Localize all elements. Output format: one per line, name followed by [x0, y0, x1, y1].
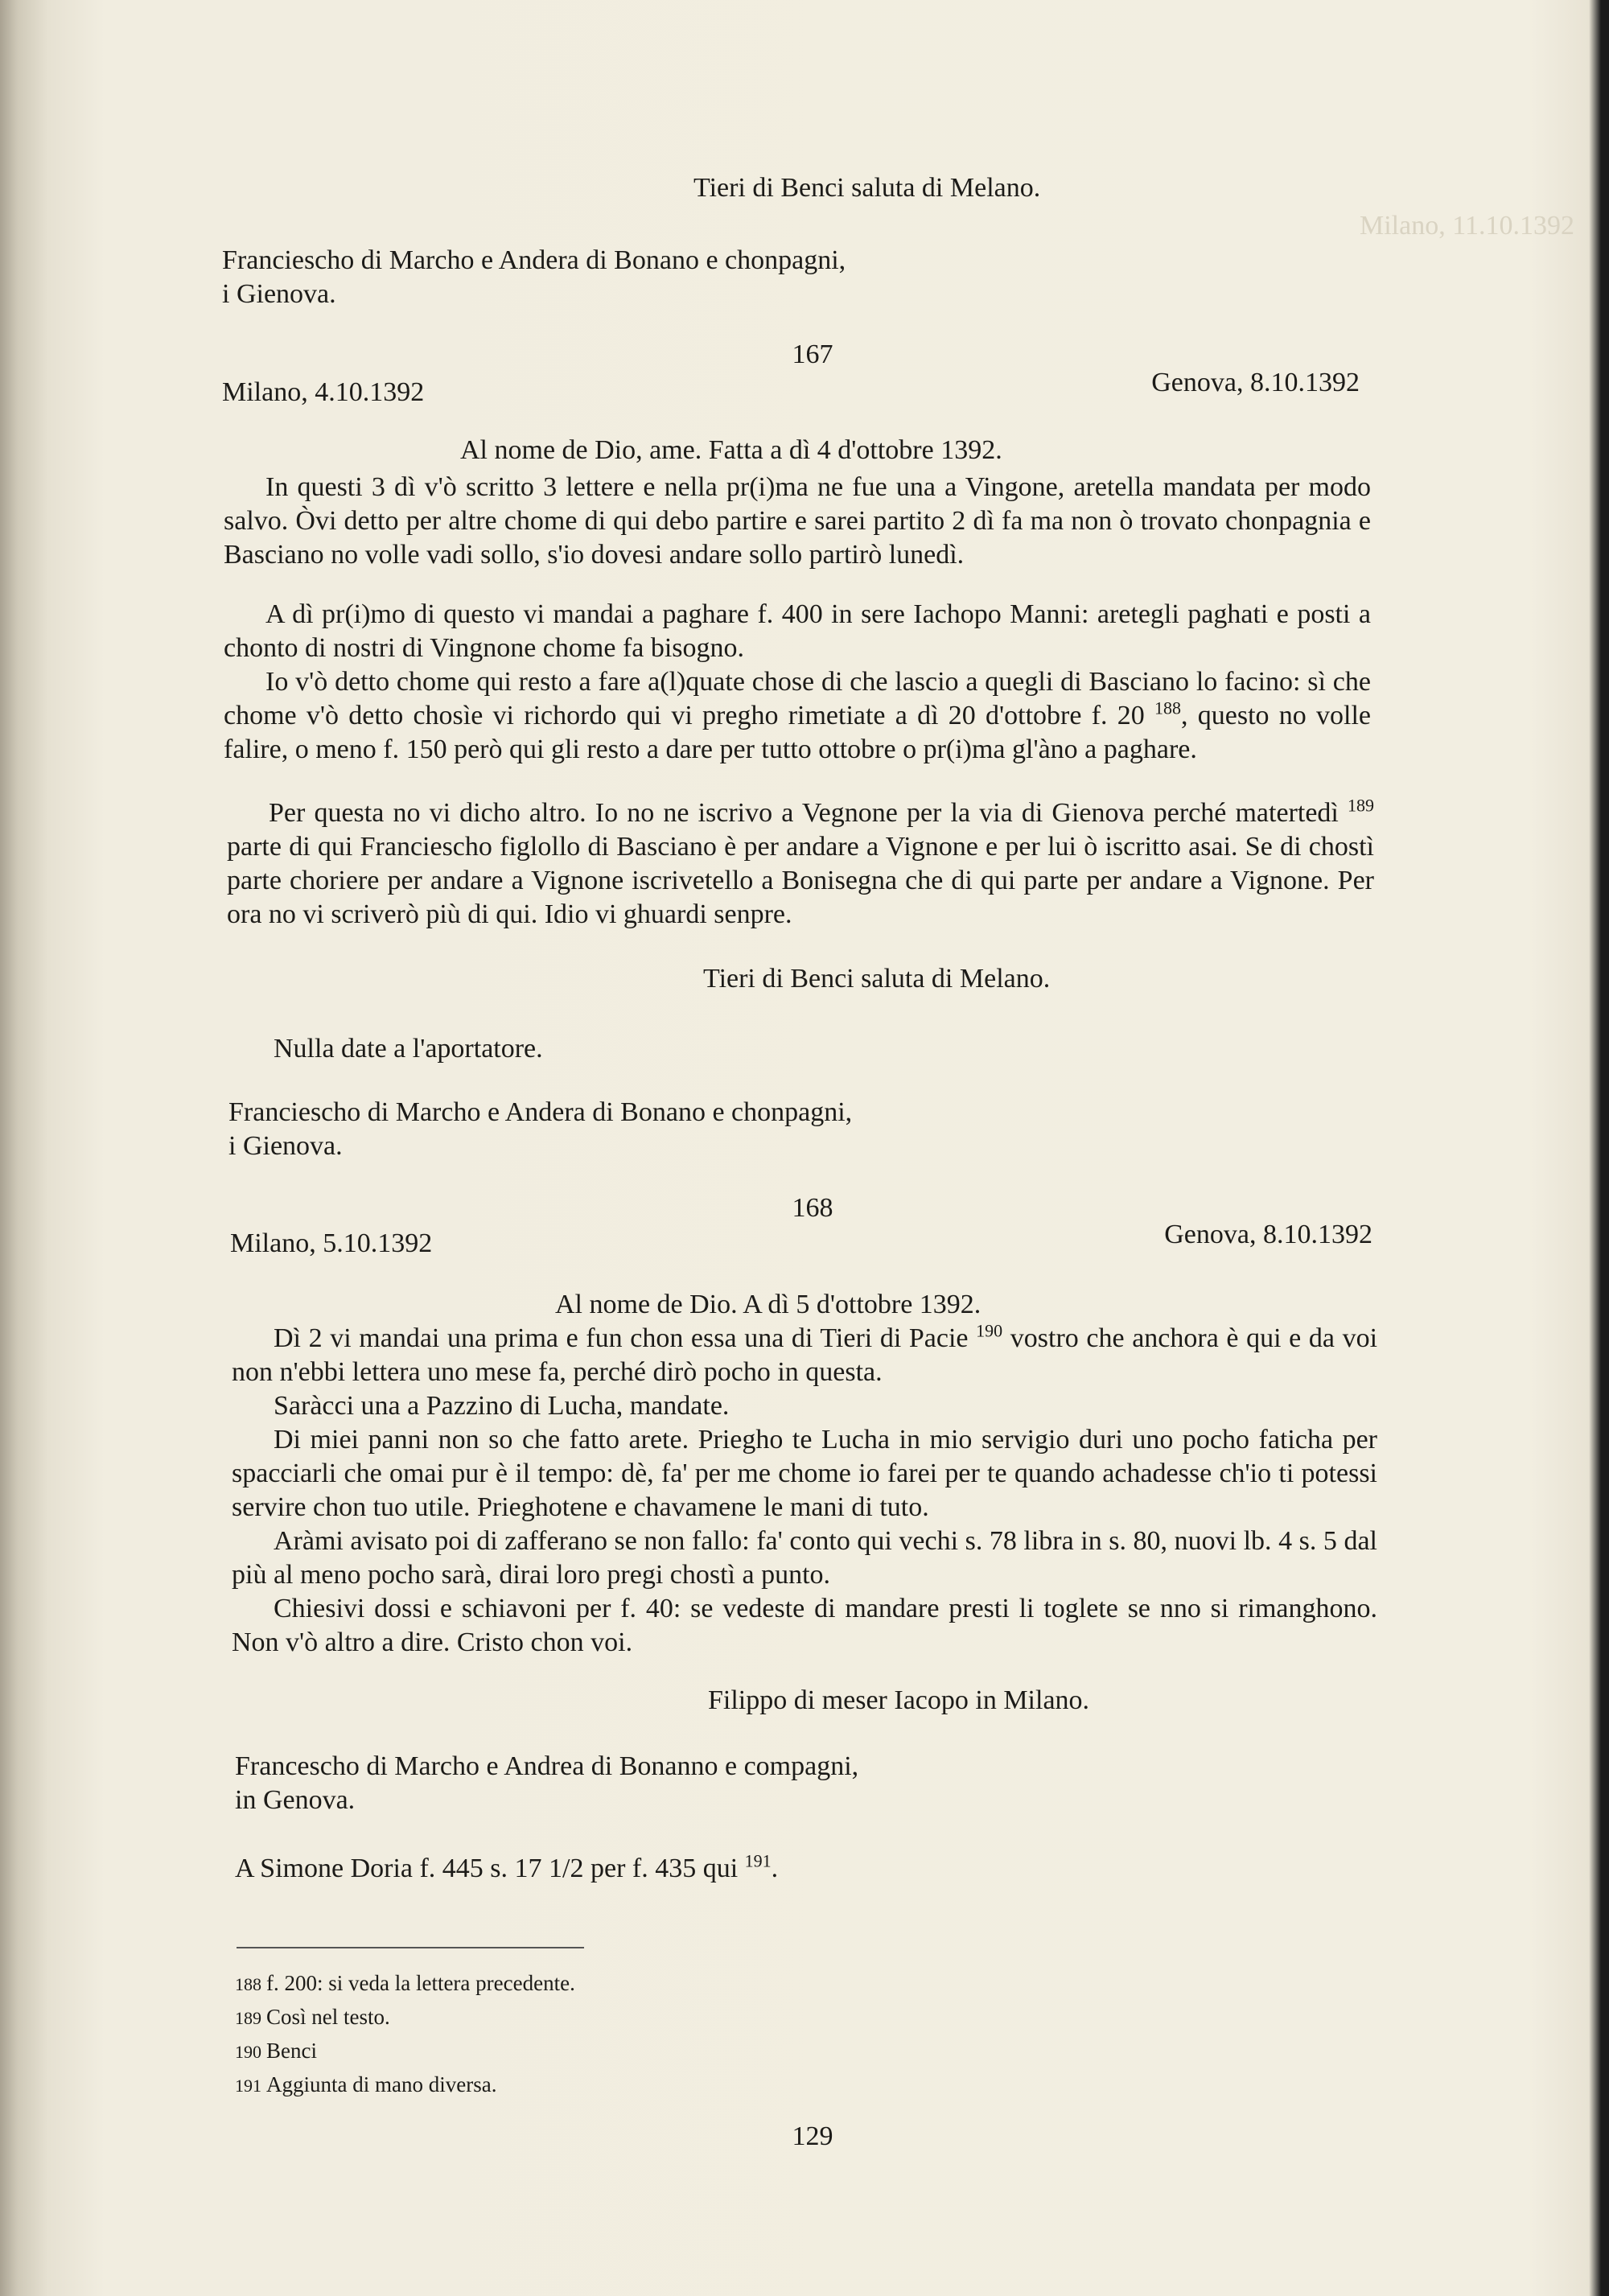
letter-number-168: 168	[792, 1193, 833, 1223]
letter-168-paragraph-5: Chiesivi dossi e schiavoni per f. 40: se vedeste di mandare presti li toglete se nno si rimanghono. Non v'ò altro a dire. Cristo chon voi.	[232, 1594, 1377, 1657]
letter-168-from-date: Milano, 5.10.1392	[230, 1228, 433, 1258]
letter-168-address-line-2: in Genova.	[235, 1785, 356, 1815]
letter-167-paragraph-1: In questi 3 dì v'ò scritto 3 lettere e nella pr(i)ma ne fue una a Vingone, aretella mandata per modo salvo. Òvi detto per altre chome di qui debo partire e sarei partito 2 dì fa ma non ò trovato chonpagnia e Basciano no volle vadi sollo, s'io dovesi andare sollo partirò lunedì.	[224, 472, 1371, 570]
letter-167-paragraph-4-text-b: parte di qui Franciescho figlollo di Basciano è per andare a Vignone e per lui ò iscritto asai. Se di chostì parte choriere per andare a Vignone iscrivetello a Bonisegna che di qui parte per andare a Vignone. Per ora no vi scriverò più di qui. Idio vi ghuardi senpre.	[227, 832, 1374, 929]
footnote-text: Così nel testo.	[266, 2005, 390, 2029]
footnote-number: 191	[235, 2076, 261, 2096]
letter-167-paragraph-4-text-a: Per questa no vi dicho altro. Io no ne iscrivo a Vegnone per la via di Gienova perché matertedì	[269, 798, 1339, 828]
letter-167-paragraph-3-text-a: Io v'ò detto chome qui resto a fare a(l)quate chose di che lascio a quegli di Basciano lo facino: sì che chome v'ò detto chosìe vi richordo qui vi pregho rimetiate a dì 20 d'ottobre f. 20	[224, 667, 1371, 730]
letter-167-to-date: Genova, 8.10.1392	[1151, 368, 1360, 397]
opening-address-line-2: i Gienova.	[222, 279, 336, 309]
footnote-number: 188	[235, 1974, 261, 1994]
letter-167-paragraph-3	[224, 665, 1371, 767]
page-number: 129	[792, 2121, 833, 2151]
letter-167-signature: Tieri di Benci saluta di Melano.	[703, 964, 1051, 994]
letter-168-paragraph-4: Aràmi avisato poi di zafferano se non fallo: fa' conto qui vechi s. 78 libra in s. 80, nuovi lb. 4 s. 5 dal più al meno pocho sarà, dirai loro pregi chostì a punto.	[232, 1526, 1377, 1590]
letter-168-paragraph-1-text-b: vostro che anchora è qui e da voi non n'ebbi lettera uno mese fa, perché dirò pocho in questa.	[232, 1323, 1378, 1387]
footnote-ref-190: 190	[976, 1320, 1003, 1341]
footnote-text: Aggiunta di mano diversa.	[266, 2072, 497, 2096]
letter-167-paragraph-4	[227, 796, 1374, 932]
footnote-number: 190	[235, 2042, 261, 2062]
letter-168-paragraph-1-text-a: Dì 2 vi mandai una prima e fun chon essa una di Tieri di Pacie	[274, 1323, 969, 1353]
footnote-188	[235, 1969, 575, 1997]
opening-address-line-1: Franciescho di Marcho e Andera di Bonano e chonpagni,	[222, 245, 846, 275]
letter-168-postscript	[235, 1852, 778, 1886]
letter-167-note: Nulla date a l'aportatore.	[274, 1034, 543, 1064]
footnote-ref-188: 188	[1154, 697, 1182, 718]
letter-168-address-line-1: Francescho di Marcho e Andrea di Bonanno e compagni,	[235, 1751, 859, 1781]
letter-168-signature: Filippo di meser Iacopo in Milano.	[708, 1685, 1090, 1715]
letter-167-from-date: Milano, 4.10.1392	[222, 377, 425, 407]
letter-168-postscript-end: .	[771, 1854, 779, 1883]
opening-signature: Tieri di Benci saluta di Melano.	[693, 173, 1041, 203]
footnote-number: 189	[235, 2008, 261, 2028]
letter-168-postscript-text: A Simone Doria f. 445 s. 17 1/2 per f. 435 qui	[235, 1854, 739, 1883]
footnote-191	[235, 2071, 496, 2098]
footnote-ref-191: 191	[744, 1850, 772, 1871]
letter-167-salutation: Al nome de Dio, ame. Fatta a dì 4 d'ottobre 1392.	[460, 435, 1002, 465]
bleed-through-text: Milano, 11.10.1392	[1360, 211, 1574, 241]
footnote-189	[235, 2003, 390, 2031]
letter-167-paragraph-2: A dì pr(i)mo di questo vi mandai a paghare f. 400 in sere Iachopo Manni: aretegli paghati e posti a chonto di nostri di Vingnone chome fa bisogno.	[224, 599, 1371, 663]
footnote-text: f. 200: si veda la lettera precedente.	[266, 1971, 575, 1995]
letter-167-address-line-2: i Gienova.	[228, 1131, 343, 1161]
letter-number-167: 167	[792, 339, 833, 369]
letter-168-paragraph-3: Di miei panni non so che fatto arete. Prieghо te Lucha in mio servigio duri uno pocho faticha per spacciarli che omai pur è il tempo: dè, fa' per me chome io farei per te quando achadesse ch'io ti potessi servire chon tuo utile. Prieghotene e chavamene le mani di tuto.	[232, 1425, 1377, 1522]
letter-168-salutation: Al nome de Dio. A dì 5 d'ottobre 1392.	[555, 1290, 981, 1319]
footnote-separator	[237, 1947, 584, 1948]
footnote-190	[235, 2037, 317, 2064]
letter-168-to-date: Genova, 8.10.1392	[1164, 1220, 1372, 1249]
letter-167-paragraph-3-text-b: , questo no volle falire, o meno f. 150 però qui gli resto a dare per tutto ottobre o pr(i)ma gl'àno a paghare.	[224, 701, 1371, 764]
letter-168-paragraph-1	[232, 1322, 1377, 1389]
letter-168-paragraph-2: Saràcci una a Pazzino di Lucha, mandate.	[274, 1391, 730, 1421]
letter-167-address-line-1: Franciescho di Marcho e Andera di Bonano e chonpagni,	[228, 1097, 853, 1127]
footnote-ref-189: 189	[1348, 795, 1374, 816]
footnote-text: Benci	[266, 2039, 317, 2063]
